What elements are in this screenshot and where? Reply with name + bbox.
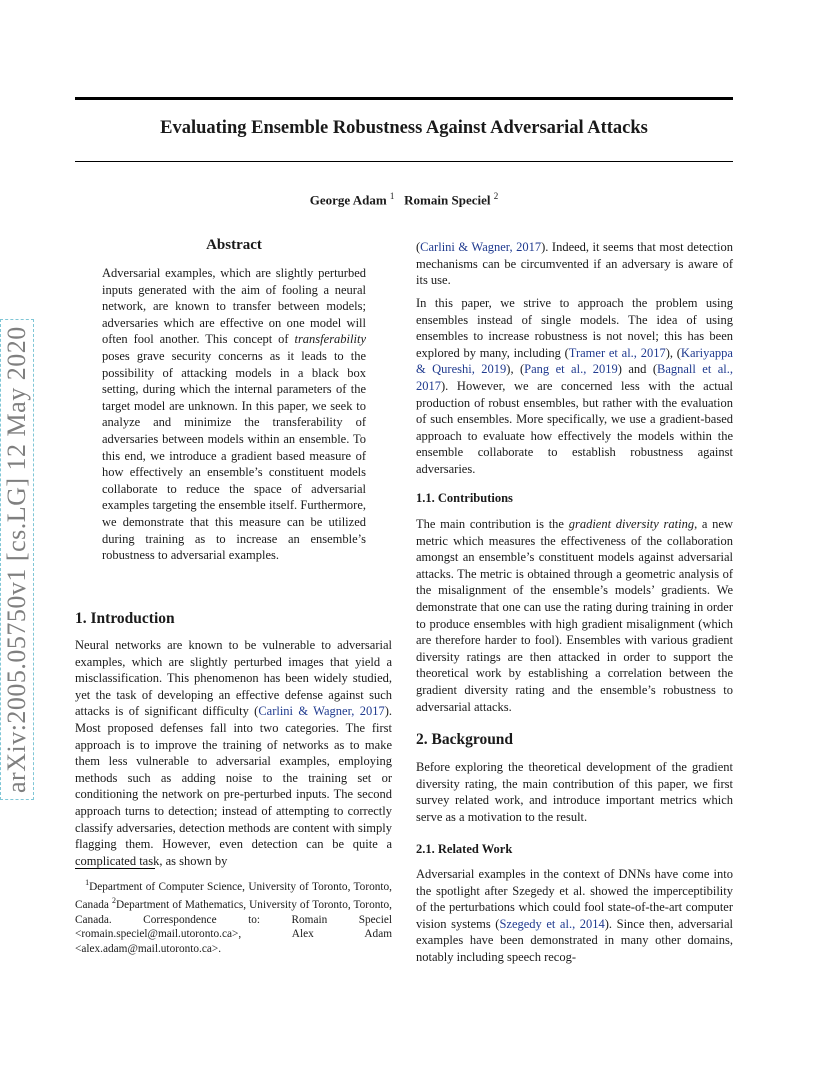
arxiv-id: arXiv:2005.05750v1 [cs.LG] 12 May 2020 xyxy=(0,319,34,800)
abstract-emphasis: transferability xyxy=(294,332,366,347)
subsection-heading-contributions: 1.1. Contributions xyxy=(416,491,513,505)
abstract-heading: Abstract xyxy=(206,237,262,253)
subsection-heading-related-work: 2.1. Related Work xyxy=(416,842,513,856)
right-col-paragraph-1: In this paper, we strive to approach the problem using ensembles instead of single models. The idea of using ensembles to increase robustness is not novel; this has been explored by many, including (Tramer et al., 2017), (Kariyappa & Qureshi, 2019), (Pang et al., 2019) and (Bagnall et al., 2017). However, we are concerned less with the actual production of robust ensembles, but rather with the evaluation of such ensembles. More specifically, we use a gradient-based approach to evaluate how effectively the models within the ensemble collaborate to establish robustness against adversaries. xyxy=(416,296,734,476)
citation-link[interactable]: Pang et al., 2019 xyxy=(524,362,618,377)
title-rule xyxy=(75,161,733,162)
intro-paragraph: Neural networks are known to be vulnerable to adversarial examples, which are slightly perturbed images that yield a misclassification. This phenomenon has been widely studied, yet the task of developing an effective defense against such attacks is of significant difficulty (Carlini & Wagner, 2017). Most proposed defenses fall into two categories. The first approach is to improve the training of networks as to make them less vulnerable to adversarial examples, employing methods such as adding noise to the training set or conditioning the network on pre-perturbed inputs. The second approach turns to detection; instead of attempting to correctly classify adversaries, detection methods are content with simply flagging them. However, even detection can be quite a complicated task, as shown by xyxy=(75,638,392,868)
abstract-body: Adversarial examples, which are slightly perturbed inputs generated with the aim of fooling a neural network, are known to transfer between models; adversaries which are effective on one model will often fool another. This concept of transferability poses grave security concerns as it leads to the possibility of attacking models in a black box setting, during which the internal parameters of the target model are unknown. In this paper, we seek to analyze and minimize the transferability of adversaries between models within an ensemble. To this end, we introduce a gradient based measure of how effectively an ensemble’s constituent models collaborate to reduce the space of adversarial examples targeting the ensemble itself. Furthermore, we demonstrate that this measure can be utilized during training as to increase an ensemble’s robustness to adversarial examples. xyxy=(102,266,366,563)
citation-link[interactable]: Carlini & Wagner, 2017 xyxy=(420,240,542,254)
author-line xyxy=(75,191,733,208)
background-paragraph: Before exploring the theoretical development of the gradient diversity rating, the main contribution of this paper, we first survey related work, and introduce important metrics which serve as a motivation to the result. xyxy=(416,760,733,824)
contributions-emphasis: gradient diversity rating xyxy=(568,517,695,531)
author-affil-mark: 2 xyxy=(493,191,499,201)
paper-title: Evaluating Ensemble Robustness Against Adversarial Attacks xyxy=(160,118,648,138)
arxiv-stamp xyxy=(0,240,34,800)
citation-link[interactable]: Tramer et al., 2017 xyxy=(568,345,666,360)
citation-link[interactable]: Szegedy et al., 2014 xyxy=(499,916,605,931)
section-heading-introduction: 1. Introduction xyxy=(75,610,175,627)
affiliation-footnote: $^1$Department of Computer Science, University of Toronto, Toronto, Canada $^2$Department of Mathematics, University of Toronto, Toronto, Canada. Correspondence to: Romain Speciel <romain.speciel@mail.utoronto.ca>, Alex Adam <alex.adam@mail.utoronto.ca>. xyxy=(75,878,392,955)
citation-link[interactable]: Carlini & Wagner, 2017 xyxy=(258,704,385,719)
author-affil-mark: 1 xyxy=(389,191,395,201)
top-rule xyxy=(75,97,733,100)
footnote-rule xyxy=(75,868,155,869)
contributions-paragraph: The main contribution is the gradient diversity rating, a new metric which measures the effectiveness of the collaboration amongst an ensemble’s constituent models against adversarial attacks. The metric is obtained through a geometric analysis of the misalignment of the ensemble’s models’ gradients. We demonstrate that one can use the rating during training in order to produce ensembles with high gradient misalignment (which are therefore harder to fool). Ensembles with various gradient diversity ratings are then attacked in order to support the theoretical work by establishing a correlation between the gradient diversity rating and the ensemble’s robustness to adversarial attacks. xyxy=(416,517,734,714)
author-name: George Adam xyxy=(309,192,387,208)
section-heading-background: 2. Background xyxy=(416,731,514,748)
citation-link[interactable]: Kariyappa & Qureshi, 2019 xyxy=(416,345,733,377)
author-name: Romain Speciel xyxy=(404,192,491,208)
right-col-paragraph-0: (Carlini & Wagner, 2017). Indeed, it seems that most detection mechanisms can be circumvented if an adversary is aware of its use. xyxy=(416,240,733,288)
citation-link[interactable]: Bagnall et al., 2017 xyxy=(416,362,734,393)
related-work-paragraph: Adversarial examples in the context of DNNs have come into the spotlight after Szegedy et al. showed the imperceptibility of the perturbations which could fool state-of-the-art computer vision systems (Szegedy et al., 2014). Since then, adversarial examples have been demonstrated in many other domains, notably including speech recog- xyxy=(416,867,733,964)
